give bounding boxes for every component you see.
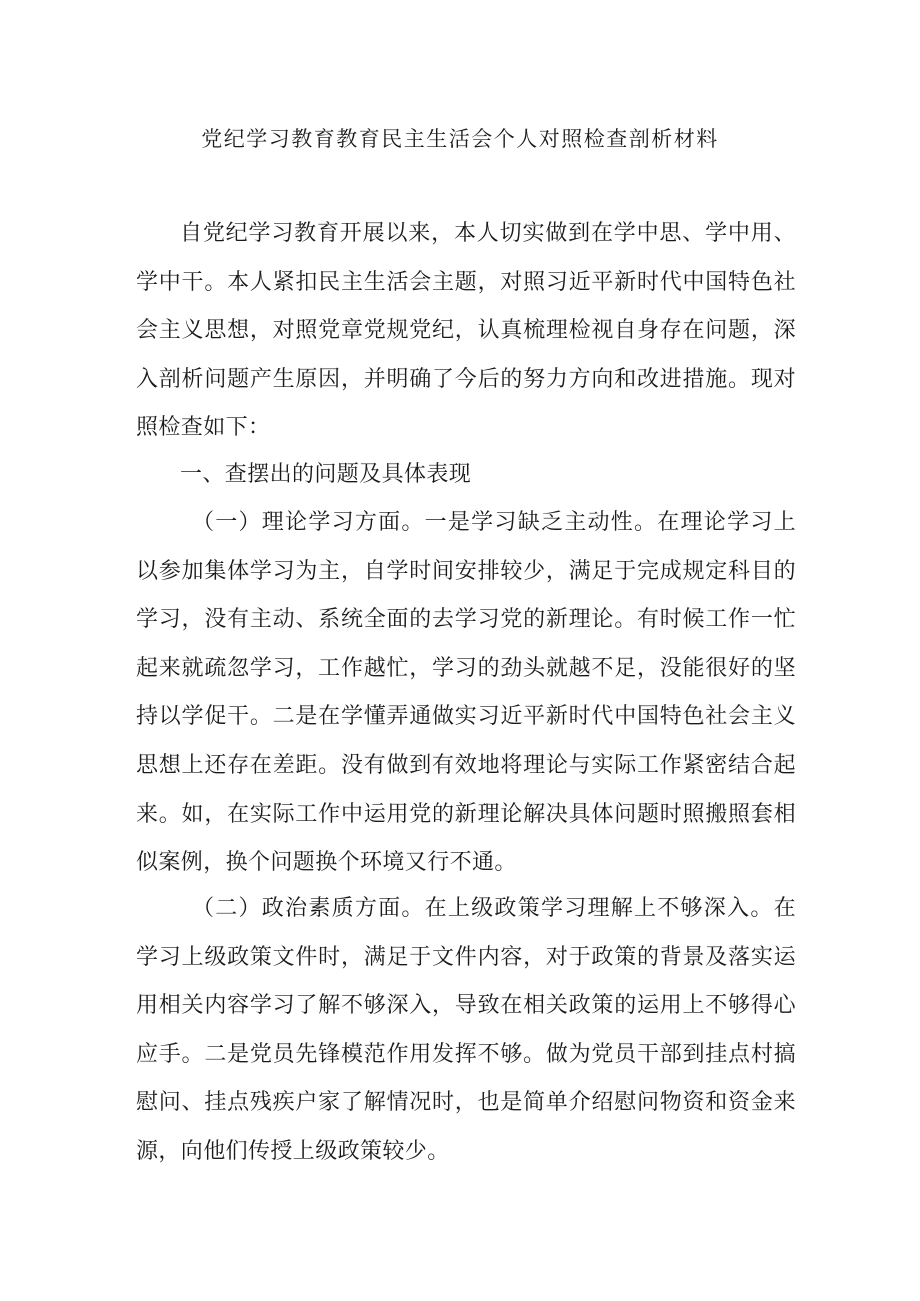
- subsection-theory-study: （一）理论学习方面。一是学习缺乏主动性。在理论学习上以参加集体学习为主，自学时间安排较少，满足于完成规定科目的学习，没有主动、系统全面的去学习党的新理论。有时候工作一忙起来就疏忽学习，工作越忙，学习的劲头就越不足，没能很好的坚持以学促干。二是在学懂弄通做实习近平新时代中国特色社会主义思想上还存在差距。没有做到有效地将理论与实际工作紧密结合起来。如，在实际工作中运用党的新理论解决具体问题时照搬照套相似案例，换个问题换个环境又行不通。: [136, 510, 796, 876]
- section-heading: 一、查摆出的问题及具体表现: [180, 462, 472, 487]
- subsection-political-quality: （二）政治素质方面。在上级政策学习理解上不够深入。在学习上级政策文件时，满足于文件内容，对于政策的背景及落实运用相关内容学习了解不够深入，导致在相关政策的运用上不够得心应手。二是党员先锋模范作用发挥不够。做为党员干部到挂点村搞慰问、挂点残疾户家了解情况时，也是简单介绍慰问物资和资金来源，向他们传授上级政策较少。: [136, 896, 796, 1164]
- intro-paragraph: 自党纪学习教育开展以来，本人切实做到在学中思、学中用、学中干。本人紧扣民主生活会主题，对照习近平新时代中国特色社会主义思想，对照党章党规党纪，认真梳理检视自身存在问题，深入剖析问题产生原因，并明确了今后的努力方向和改进措施。现对照检查如下：: [136, 221, 796, 441]
- document-title: 党纪学习教育教育民主生活会个人对照检查剖析材料: [201, 127, 719, 151]
